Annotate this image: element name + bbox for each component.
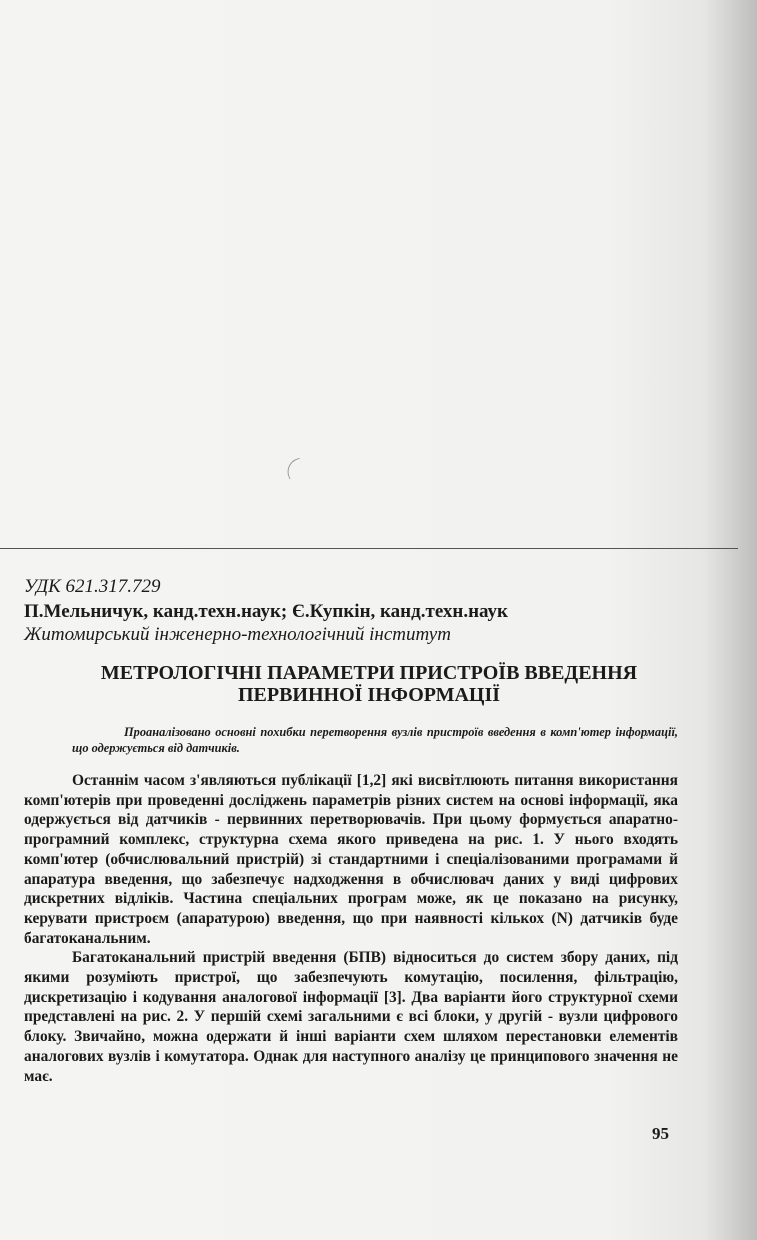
paragraph-2: Багатоканальний пристрій введення (БПВ) відноситься до систем збору даних, під якими розуміють пристрої, що забезпечують комутацію, посилення, фільтрацію, дискретизацію і кодування аналогової інформації [3]. Два варіанти його структурної схеми представлені на рис. 2. У першій схемі загальними є всі блоки, у другій - вузли цифрового блоку. Звичайно, можна одержати й інші варіанти схем шляхом перестановки елементів аналогових вузлів і комутатора. Однак для наступного аналізу це принципового значення не має. [24,949,678,1085]
title-line-2: ПЕРВИННОЇ ІНФОРМАЦІЇ [237,684,501,706]
abstract: Проаналізовано основні похибки перетворення вузлів пристроїв введення в комп'ютер інформації, що одержується від датчиків. [72,725,678,755]
udk-code: УДК 621.317.729 [24,576,161,597]
scan-mark [284,458,306,480]
body-text [24,771,678,1086]
authors: П.Мельничук, канд.техн.наук; Є.Купкін, канд.техн.наук [24,601,509,622]
header-rule [0,548,738,549]
paragraph-1: Останнім часом з'являються публікації [1,2] які висвітлюють питання використання комп'ютерів при проведенні досліджень параметрів різних систем на основі інформації, яка одержується від датчиків - первинних перетворювачів. При цьому формується апаратно-програмний комплекс, структурна схема якого приведена на рис. 1. У нього входять комп'ютер (обчислювальний пристрій) зі стандартними і спеціалізованими програмами й апаратура введення, що забезпечує надходження в обчислювач даних у виді цифрових дискретних відліків. Частина спеціальних програм може, як це показано на рисунку, керувати пристроєм (апаратурою) введення, що при наявності кількох (N) датчиків буде багатоканальним. [24,772,678,947]
page-number: 95 [652,1124,669,1143]
title-line-1: МЕТРОЛОГІЧНІ ПАРАМЕТРИ ПРИСТРОЇВ ВВЕДЕННЯ [100,662,638,684]
institution: Житомирський інженерно-технологічний інститут [24,624,451,645]
article-title [24,662,714,706]
